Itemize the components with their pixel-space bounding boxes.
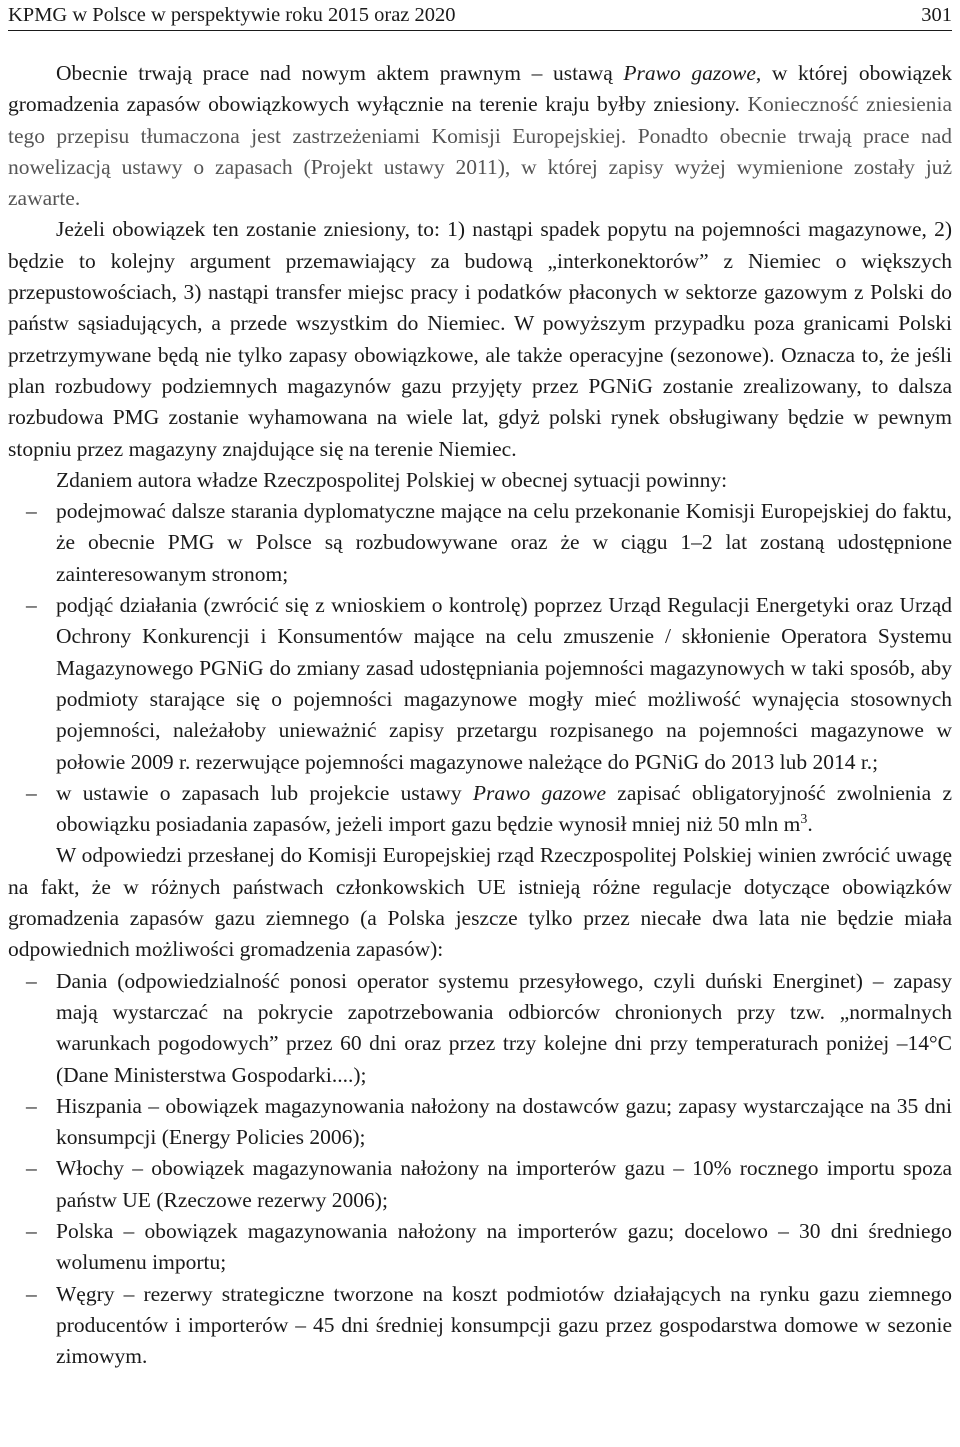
list-item-text <box>56 778 952 841</box>
list-item-text-part: zapisać obligatoryjność zwolnienia z obowiązku posiadania zapasów, jeżeli import gazu będzie wynosił mniej niż 50 mln m <box>56 780 953 837</box>
list-item-text-part: w ustawie o zapasach lub projekcie ustawy <box>56 780 473 805</box>
list-item <box>8 496 952 590</box>
paragraph-eu-regulations: W odpowiedzi przesłanej do Komisji Europejskiej rząd Rzeczpospolitej Polskiej winien zwrócić uwagę na fakt, że w różnych państwach członkowskich UE istnieją różne regulacje dotyczące obowiązków gromadzenia zapasów gazu ziemnego (a Polska jeszcze tylko przez niecałe dwa lata nie będzie miała odpowiednich możliwości gromadzenia zapasów): <box>8 843 952 962</box>
list-item-text: – podjąć działania (zwrócić się z wnioskiem o kontrolę) poprzez Urząd Regulacji Energetyki oraz Urząd Ochrony Konkurencji i Konsumentów mające na celu zmuszenie / skłonienie Operatora Systemu Magazynowego PGNiG do zmiany zasad udostępniania pojemności magazynowych w taki sposób, aby podmioty starające się o pojemności magazynowe mogły mieć możliwość wynajęcia stosownych pojemności, należałoby unieważnić zapisy przetargu rozpisanego na pojemności magazynowe w połowie 2009 r. rezerwujące pojemności magazynowe należące do PGNiG do 2013 lub 2014 r.; <box>56 593 952 774</box>
recommendations-list <box>8 496 952 840</box>
page-number: 301 <box>921 4 952 26</box>
paragraph-recommendations-intro: Zdaniem autora władze Rzeczpospolitej Polskiej w obecnej sytuacji powinny: <box>56 467 728 492</box>
countries-list <box>8 966 952 1373</box>
list-item-text: – Węgry – rezerwy strategiczne tworzone na koszt podmiotów działających na rynku gazu ziemnego producentów i importerów – 45 dni średniej konsumpcji gazu przez gospodarstwa domowe w sezonie zimowym. <box>56 1281 952 1369</box>
list-item <box>8 966 952 1091</box>
list-item <box>8 1091 952 1154</box>
page-header <box>8 2 952 31</box>
paragraph-text: , w której obowiązek gromadzenia zapasów obowiązkowych wyłącznie na terenie kraju byłby zniesiony. <box>8 61 952 117</box>
list-item <box>8 778 952 841</box>
list-item-text: – Włochy – obowiązek magazynowania nałożony na importerów gazu – 10% rocznego importu spoza państw UE (Rzeczowe rezerwy 2006); <box>56 1156 952 1212</box>
list-item <box>8 590 952 778</box>
act-title: Prawo gazowe <box>623 61 756 85</box>
superscript: 3 <box>800 811 808 827</box>
list-item-text: – Hiszpania – obowiązek magazynowania nałożony na dostawców gazu; zapasy wystarczające na 35 dni konsumpcji (Energy Policies 2006); <box>56 1093 952 1150</box>
page-body <box>8 58 952 1372</box>
list-item-text: – podejmować dalsze starania dyplomatyczne mające na celu przekonanie Komisji Europejskiej do faktu, że obecnie PMG w Polsce są rozbudowywane oraz że w ciągu 1–2 lat zostaną udostępnione zainteresowanym stronom; <box>56 499 952 586</box>
paragraph-prawo-gazowe <box>8 58 952 214</box>
running-title: KPMG w Polsce w perspektywie roku 2015 oraz 2020 <box>8 4 456 26</box>
list-item <box>8 1216 952 1279</box>
list-item <box>8 1279 952 1373</box>
act-title: Prawo gazowe <box>472 780 606 805</box>
list-item-text: – Dania (odpowiedzialność ponosi operator systemu przesyłowego, czyli duński Energinet) – zapasy mają wystarczać na pokrycie zapotrzebowania odbiorców chronionych przy tzw. „normalnych warunkach pogodowych” przez 60 dni oraz przez trzy kolejne dni przy temperaturach poniżej –14°C (Dane Ministerstwa Gospodarki....); <box>56 968 952 1087</box>
paragraph-text: Obecnie trwają prace nad nowym aktem prawnym – ustawą <box>56 61 624 85</box>
paragraph-text-gray: Konieczność zniesienia tego przepisu tłumaczona jest zastrzeżeniami Komisji Europejskiej. Ponadto obecnie trwają prace nad nowelizacją ustawy o zapasach (Projekt ustawy 2011), w której zapisy wyżej wymienione zostały już zawarte. <box>8 92 953 211</box>
paragraph-consequences: Jeżeli obowiązek ten zostanie zniesiony, to: 1) nastąpi spadek popytu na pojemności magazynowe, 2) będzie to kolejny argument przemawiający za budową „interkonektorów” z Niemiec o większych przepustowościach, 3) nastąpi transfer miejsc pracy i podatków płaconych w sektorze gazowym z Polski do państw sąsiadujących, a przede wszystkim do Niemiec. W powyższym przypadku poza granicami Polski przetrzymywane będą nie tylko zapasy obowiązkowe, ale także operacyjne (sezonowe). Oznacza to, że jeśli plan rozbudowy podziemnych magazynów gazu przyjęty przez PGNiG zostanie zrealizowany, to dalsza rozbudowa PMG zostanie wyhamowana na wiele lat, gdyż polski rynek obsługiwany będzie w pewnym stopniu przez magazyny znajdujące się na terenie Niemiec. <box>8 217 952 461</box>
list-item <box>8 1153 952 1216</box>
list-item-text: – Polska – obowiązek magazynowania nałożony na importerów gazu; docelowo – 30 dni średniego wolumenu importu; <box>56 1218 952 1275</box>
list-item-text-part: . <box>807 812 813 837</box>
